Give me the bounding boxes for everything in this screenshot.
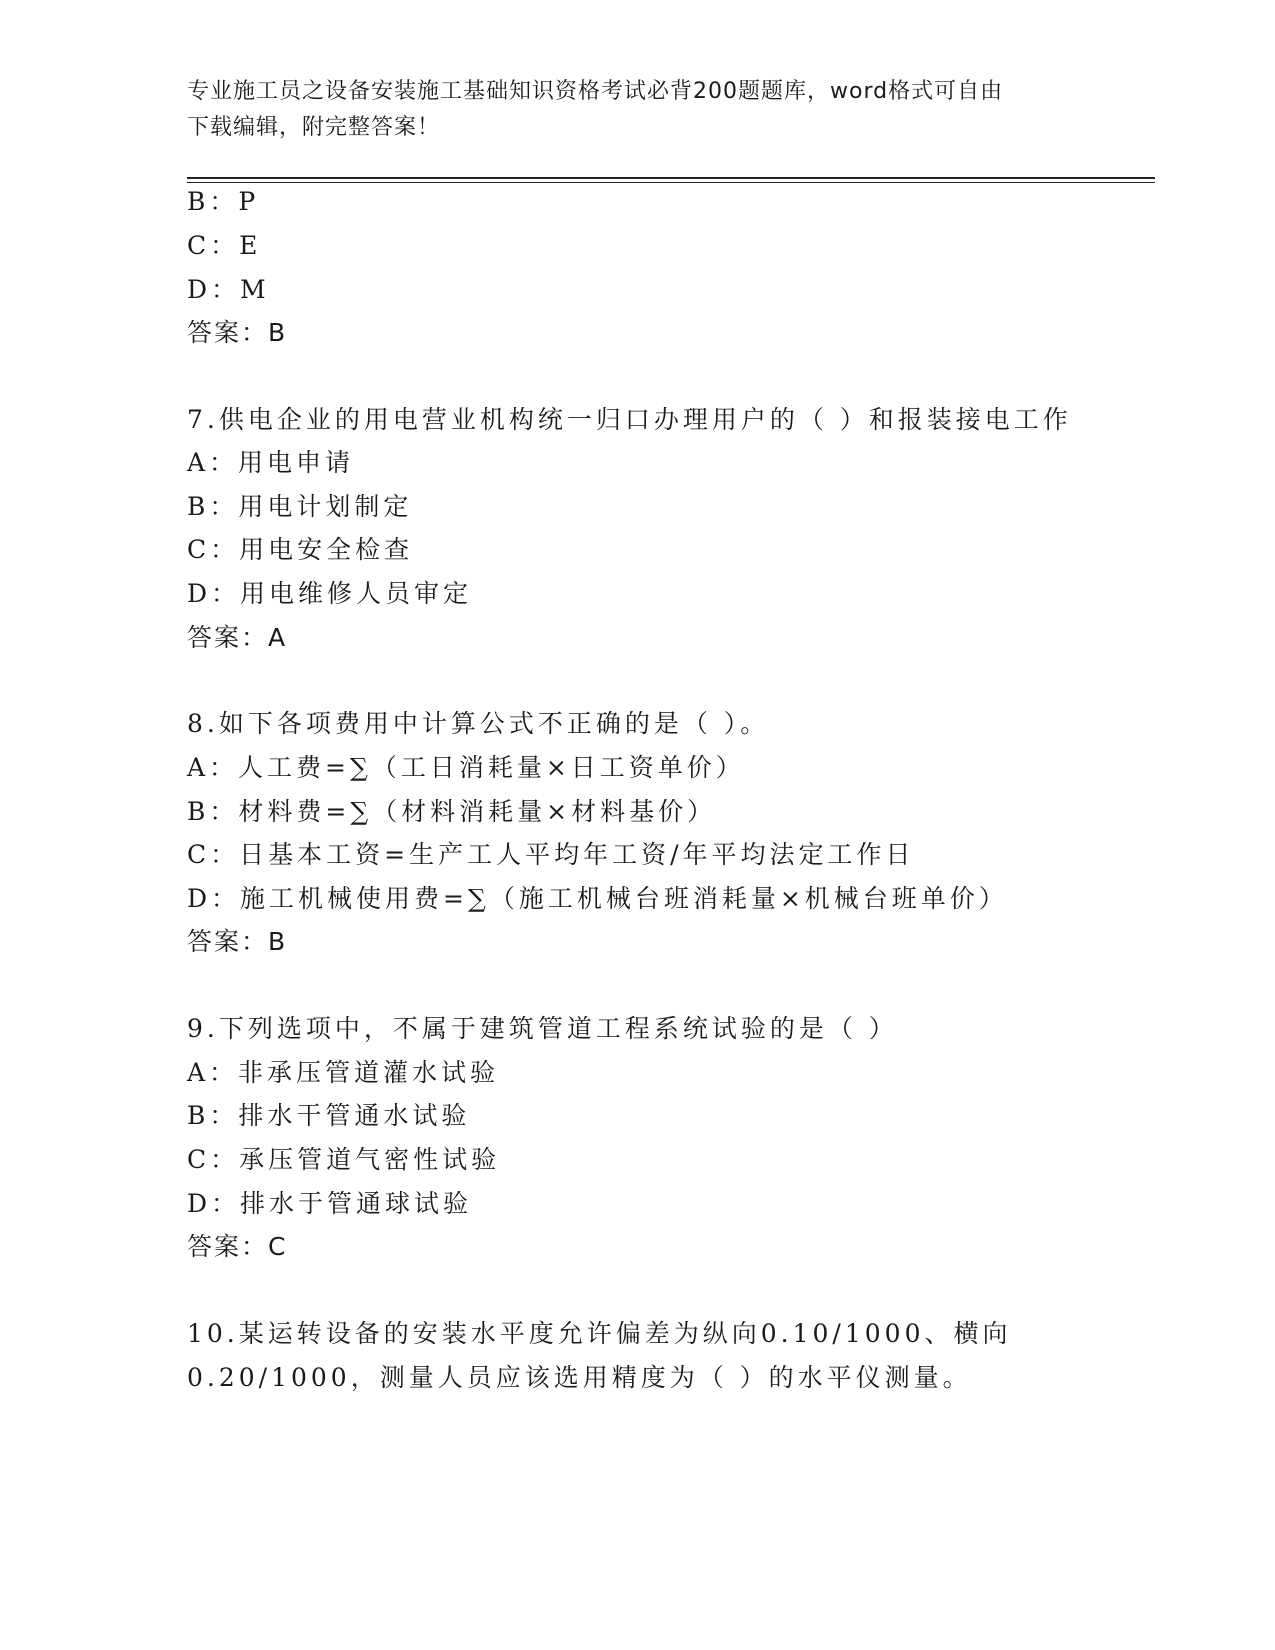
q6-answer: 答案：B: [187, 318, 288, 347]
header-divider-thick: [187, 177, 1155, 179]
q10-question-line-2: 0.20/1000，测量人员应该选用精度为（ ）的水平仪测量。: [187, 1363, 972, 1392]
q8-option-b: B：材料费=∑（材料消耗量×材料基价）: [187, 797, 717, 826]
q9-option-a: A：非承压管道灌水试验: [187, 1058, 500, 1087]
header-divider-thin: [187, 182, 1155, 183]
q9-option-b: B：排水干管通水试验: [187, 1101, 471, 1130]
header-line-2: 下载编辑，附完整答案！: [187, 115, 441, 140]
q8-answer: 答案：B: [187, 927, 288, 956]
q7-answer: 答案：A: [187, 623, 288, 652]
q8-option-c: C：日基本工资=生产工人平均年工资/年平均法定工作日: [187, 840, 915, 869]
q7-option-a: A：用电申请: [187, 448, 355, 477]
q8-option-a: A：人工费=∑（工日消耗量×日工资单价）: [187, 753, 745, 782]
q6-option-b: B：P: [187, 187, 260, 216]
q8-question: 8.如下各项费用中计算公式不正确的是（ ）。: [187, 709, 770, 738]
q9-option-d: D：排水于管通球试验: [187, 1189, 473, 1218]
q7-question: 7.供电企业的用电营业机构统一归口办理用户的（ ）和报装接电工作: [187, 405, 1072, 434]
q7-option-b: B：用电计划制定: [187, 492, 413, 521]
q8-option-d: D：施工机械使用费=∑（施工机械台班消耗量×机械台班单价）: [187, 884, 1008, 913]
document-header: [187, 74, 1087, 146]
q9-option-c: C：承压管道气密性试验: [187, 1145, 501, 1174]
q7-option-c: C：用电安全检查: [187, 535, 414, 564]
q6-option-d: D：M: [187, 275, 270, 304]
header-line-1: 专业施工员之设备安装施工基础知识资格考试必背200题题库，word格式可自由: [187, 79, 1004, 104]
q7-option-d: D：用电维修人员审定: [187, 579, 473, 608]
q9-question: 9.下列选项中，不属于建筑管道工程系统试验的是（ ）: [187, 1014, 898, 1043]
q9-answer: 答案：C: [187, 1232, 288, 1261]
q10-question-line-1: 10.某运转设备的安装水平度允许偏差为纵向0.10/1000、横向: [187, 1319, 1012, 1348]
q6-option-c: C：E: [187, 231, 262, 260]
